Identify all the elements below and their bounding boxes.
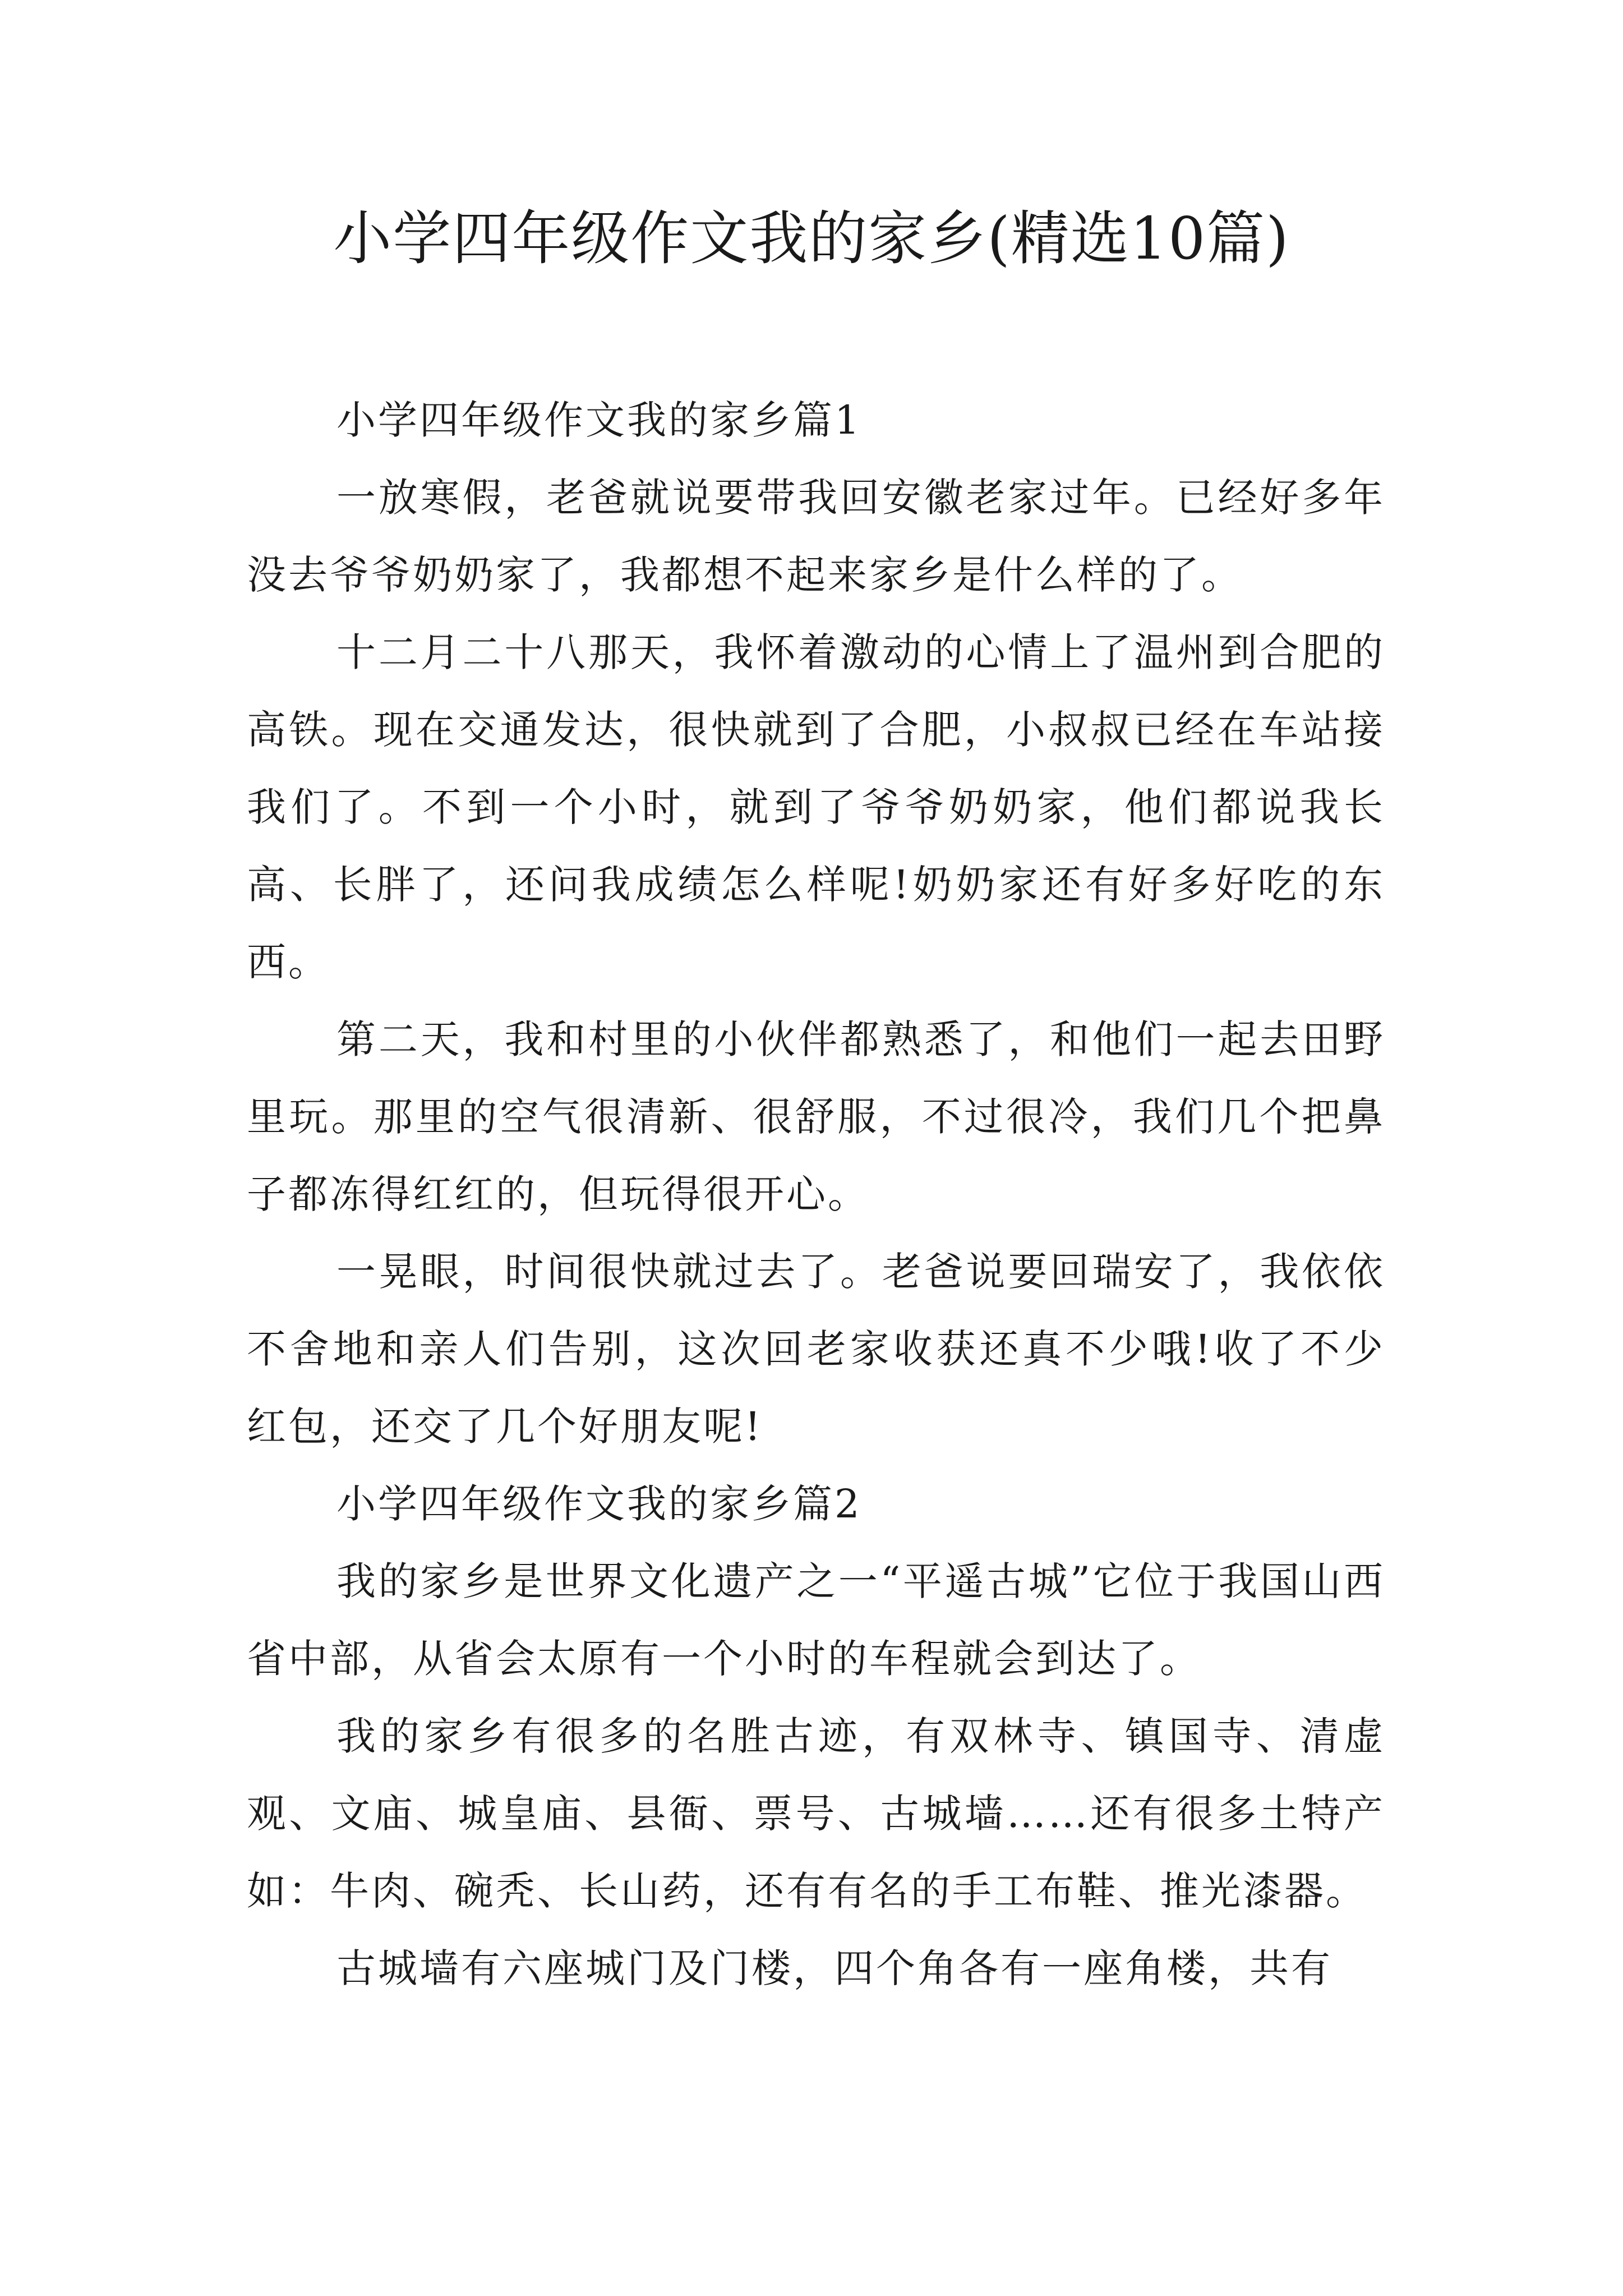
- paragraph: 一放寒假，老爸就说要带我回安徽老家过年。已经好多年没去爷爷奶奶家了，我都想不起来家乡是什么样的了。: [247, 475, 1385, 598]
- document-title: 小学四年级作文我的家乡(精选10篇): [333, 204, 1290, 273]
- paragraph: 一晃眼，时间很快就过去了。老爸说要回瑞安了，我依依不舍地和亲人们告别，这次回老家收获还真不少哦!收了不少红包，还交了几个好朋友呢!: [247, 1249, 1385, 1450]
- paragraph: 第二天，我和村里的小伙伴都熟悉了，和他们一起去田野里玩。那里的空气很清新、很舒服，不过很冷，我们几个把鼻子都冻得红红的，但玩得很开心。: [247, 1016, 1385, 1217]
- paragraph: 古城墙有六座城门及门楼，四个角各有一座角楼，共有: [336, 1945, 1332, 1991]
- paragraph: 我的家乡是世界文化遗产之一“平遥古城”它位于我国山西省中部，从省会太原有一个小时的车程就会到达了。: [247, 1558, 1385, 1682]
- section-heading-1: 小学四年级作文我的家乡篇1: [336, 397, 862, 443]
- document-body: [247, 381, 1385, 2007]
- paragraph: 十二月二十八那天，我怀着激动的心情上了温州到合肥的高铁。现在交通发达，很快就到了合肥，小叔叔已经在车站接我们了。不到一个小时，就到了爷爷奶奶家，他们都说我长高、长胖了，还问我成绩怎么样呢!奶奶家还有好多好吃的东西。: [247, 629, 1385, 985]
- section-heading-2: 小学四年级作文我的家乡篇2: [336, 1481, 862, 1527]
- paragraph: 我的家乡有很多的名胜古迹，有双林寺、镇国寺、清虚观、文庙、城皇庙、县衙、票号、古城墙……还有很多土特产如：牛肉、碗秃、长山药，还有有名的手工布鞋、推光漆器。: [247, 1713, 1385, 1914]
